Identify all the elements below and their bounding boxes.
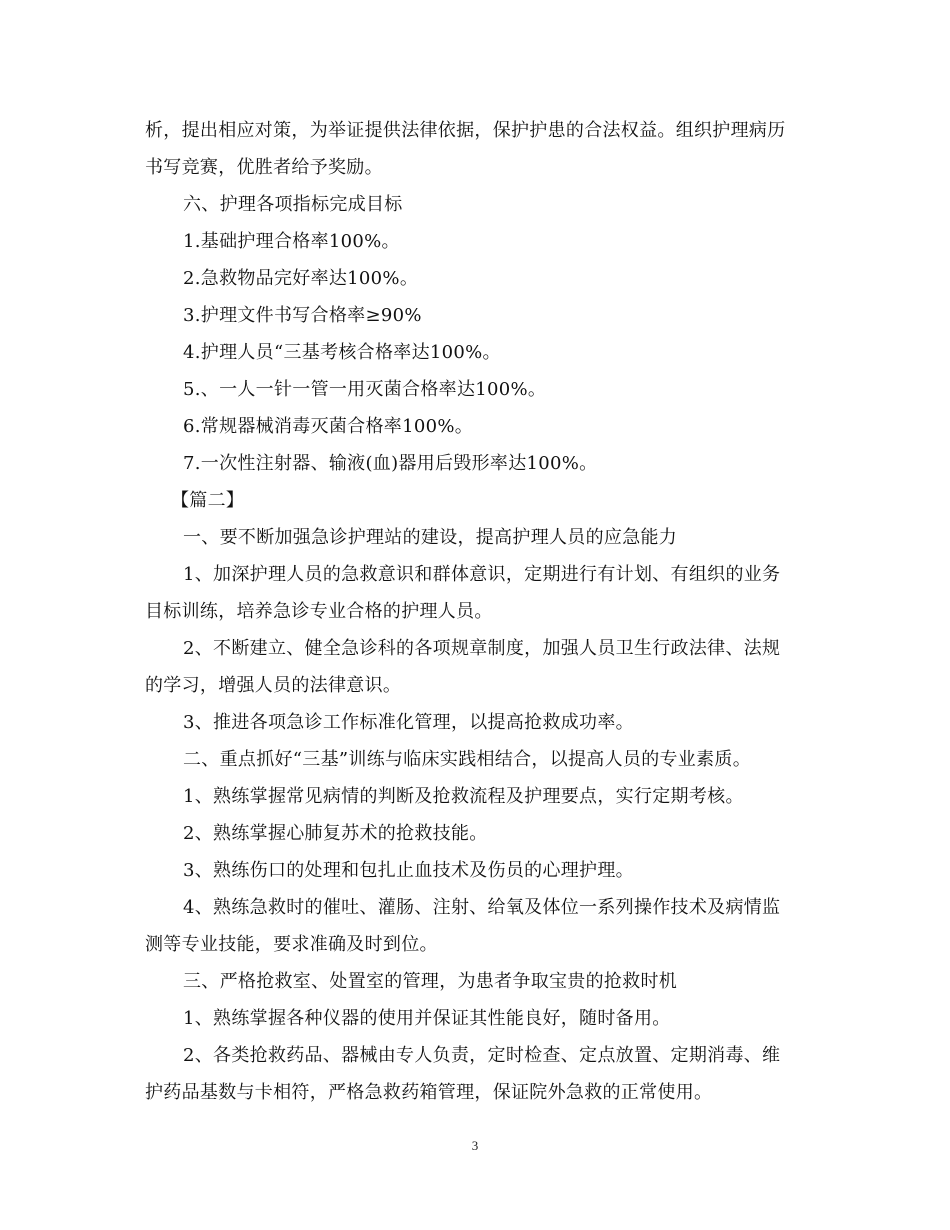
section-heading: 一、要不断加强急诊护理站的建设，提高护理人员的应急能力	[183, 527, 678, 548]
text-line: 护药品基数与卡相符，严格急救药箱管理，保证院外急救的正常使用。	[145, 1082, 713, 1103]
text-line: 1、加深护理人员的急救意识和群体意识，定期进行有计划、有组织的业务	[183, 564, 781, 585]
page-number: 3	[471, 1138, 479, 1153]
section-heading: 三、严格抢救室、处置室的管理，为患者争取宝贵的抢救时机	[183, 971, 678, 992]
text-line: 5.、一人一针一管一用灭菌合格率达100%。	[183, 379, 547, 400]
text-line: 2.急救物品完好率达100%。	[183, 268, 419, 289]
text-line: 2、熟练掌握心肺复苏术的抢救技能。	[183, 823, 488, 844]
section-heading: 二、重点抓好“三基”训练与临床实践相结合，以提高人员的专业素质。	[183, 749, 752, 770]
part-heading: 【篇二】	[171, 490, 245, 511]
text-line: 3.护理文件书写合格率≥90%	[183, 305, 422, 326]
text-line: 7.一次性注射器、输液(血)器用后毁形率达100%。	[183, 453, 598, 474]
text-line: 6.常规器械消毒灭菌合格率100%。	[183, 416, 474, 437]
text-line: 的学习，增强人员的法律意识。	[145, 675, 402, 696]
document-body	[145, 112, 805, 1111]
text-line: 1.基础护理合格率100%。	[183, 231, 400, 252]
text-line: 3、熟练伤口的处理和包扎止血技术及伤员的心理护理。	[183, 860, 634, 881]
text-line: 1、熟练掌握常见病情的判断及抢救流程及护理要点，实行定期考核。	[183, 786, 744, 807]
text-line: 4.护理人员“三基考核合格率达100%。	[183, 342, 501, 363]
text-line: 1、熟练掌握各种仪器的使用并保证其性能良好，随时备用。	[183, 1008, 671, 1029]
text-line: 3、推进各项急诊工作标准化管理，以提高抢救成功率。	[183, 712, 634, 733]
text-line: 2、不断建立、健全急诊科的各项规章制度，加强人员卫生行政法律、法规	[183, 638, 781, 659]
text-line: 书写竞赛，优胜者给予奖励。	[145, 157, 383, 178]
text-line: 4、熟练急救时的催吐、灌肠、注射、给氧及体位一系列操作技术及病情监	[183, 897, 781, 918]
text-line: 析，提出相应对策，为举证提供法律依据，保护护患的合法权益。组织护理病历	[145, 120, 786, 141]
section-heading: 六、护理各项指标完成目标	[183, 194, 403, 215]
text-line: 测等专业技能，要求准确及时到位。	[145, 934, 438, 955]
text-line: 目标训练，培养急诊专业合格的护理人员。	[145, 601, 493, 622]
text-line: 2、各类抢救药品、器械由专人负责，定时检查、定点放置、定期消毒、维	[183, 1045, 781, 1066]
